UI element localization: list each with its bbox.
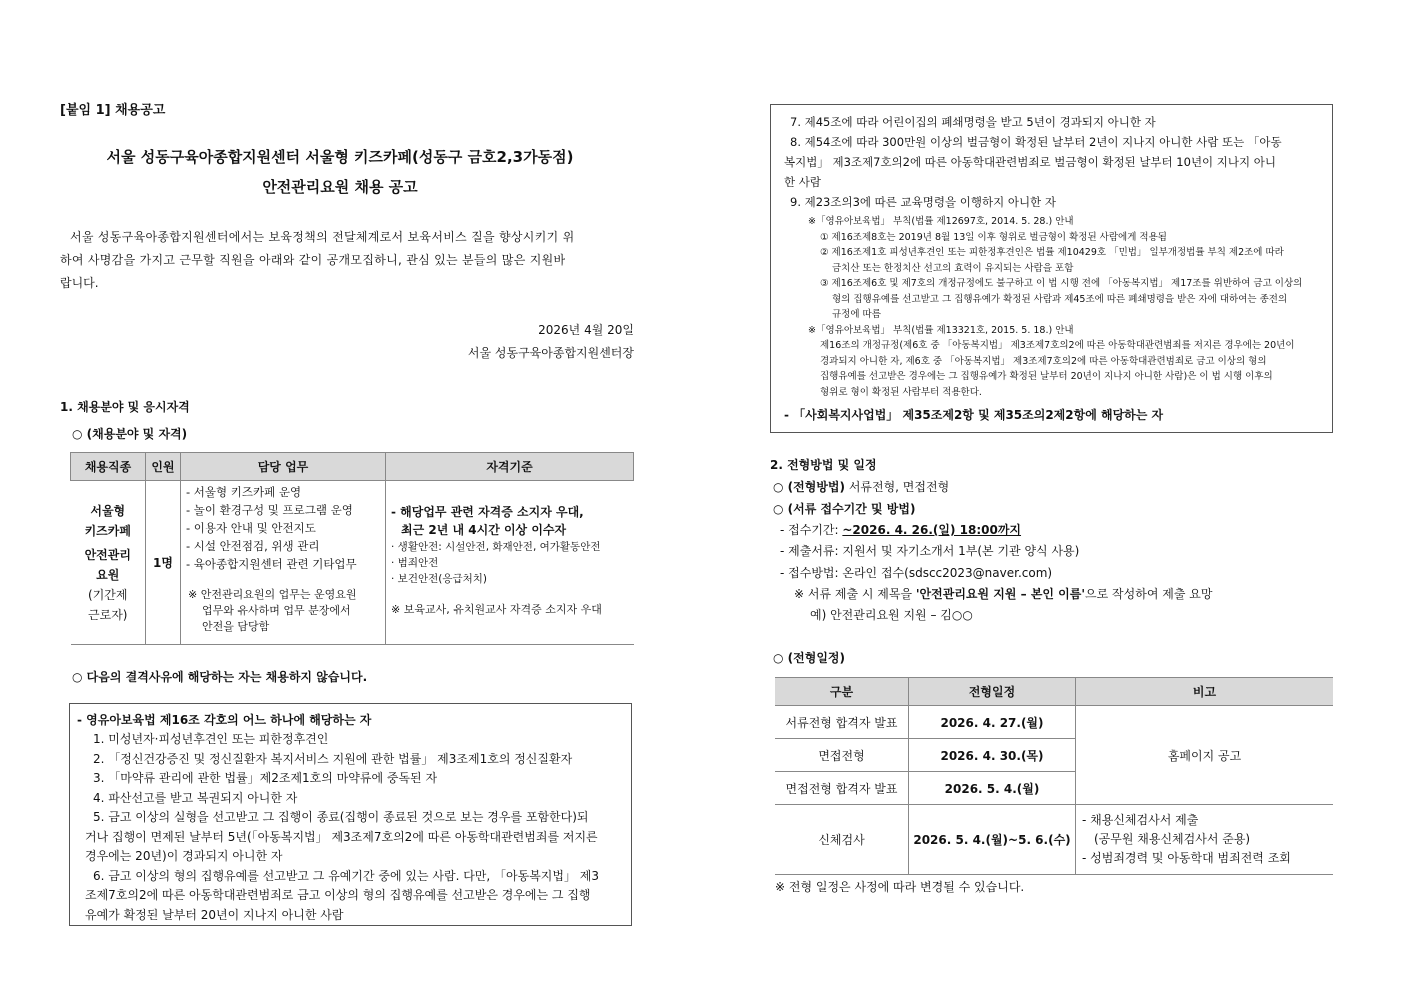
method-label: ○ (전형방법) (773, 480, 845, 494)
table-header: 인원 (146, 453, 181, 481)
note-post: 으로 작성하여 제출 요망 (1085, 587, 1213, 601)
disqualification-box-cont (770, 104, 1333, 433)
box-line: 9. 제23조의3에 따른 교육명령을 이행하지 아니한 자 (790, 195, 1056, 209)
notice-org: 서울 성동구육아종합지원센터장 (467, 346, 634, 360)
remark-line: - 채용신체검사서 제출 (1082, 813, 1199, 827)
qual-note: ※ 보육교사, 유치원교사 자격증 소지자 우대 (391, 603, 602, 616)
disq-line: 조제7호의2에 따른 아동학대관련범죄로 금고 이상의 형의 집행유예를 선고받은 경우에는 그 집행 (85, 888, 591, 902)
method-value: 서류전형, 면접전형 (845, 480, 950, 494)
section-2-heading: 2. 전형방법 및 일정 (770, 458, 877, 472)
attachment-label: [붙임 1] 채용공고 (60, 103, 166, 118)
how-line: - 접수방법: 온라인 접수(sdscc2023@naver.com) (780, 566, 1053, 580)
section-1-sub: ○ (채용분야 및 자격) (72, 427, 188, 441)
title-line-2: 안전관리요원 채용 공고 (262, 178, 418, 196)
count-cell: 1명 (146, 481, 181, 645)
note-pre: ※ 서류 제출 시 제목을 (794, 587, 916, 601)
duty-note-line: 업무와 유사하며 업무 분장에서 (202, 604, 351, 617)
table-row (775, 706, 1333, 739)
duty-note-line: 안전을 담당함 (202, 620, 270, 633)
sched-name: 신체검사 (775, 805, 909, 875)
duty-item: - 서울형 키즈카페 운영 (186, 485, 302, 499)
disq-head: - 영유아보육법 제16조 각호의 어느 하나에 해당하는 자 (77, 713, 372, 727)
disq-line: 1. 미성년자·피성년후견인 또는 피한정후견인 (93, 732, 329, 746)
sched-header: 전형일정 (909, 678, 1076, 706)
box-last-line: - 「사회복지사업법」 제35조제2항 및 제35조의2제2항에 해당하는 자 (784, 408, 1164, 422)
intro-line-3: 랍니다. (60, 276, 99, 290)
job-line: 키즈카페 (84, 523, 131, 538)
disqualification-heading: ○ 다음의 결격사유에 해당하는 자는 채용하지 않습니다. (72, 670, 368, 684)
qual-bold: - 해당업무 관련 자격증 소지자 우대, (391, 505, 584, 519)
intro-line-2: 하여 사명감을 가지고 근무할 직원을 아래와 같이 공개모집하니, 관심 있는 분들의 많은 지원바 (60, 253, 566, 267)
recruit-table (70, 452, 634, 645)
small-line: 제16조의 개정규정(제6호 중 「아동복지법」 제3조제7호의2에 따른 아동학대관련범죄를 저지른 경우에는 20년이 (820, 340, 1295, 351)
duties-cell (181, 481, 386, 645)
method-line (773, 478, 949, 495)
section-1-heading: 1. 채용분야 및 응시자격 (60, 400, 190, 414)
intro-line-1: 서울 성동구육아종합지원센터에서는 보육정책의 전달체계로서 보육서비스 질을 향상시키기 위 (70, 230, 575, 244)
job-line: 근로자) (88, 607, 128, 622)
small-line: 경과되지 아니한 자, 제6호 중 「아동복지법」 제3조제7호의2에 따른 아동학대관련범죄로 금고 이상의 형의 (820, 355, 1267, 367)
job-line: (기간제 (88, 587, 128, 602)
table-header: 자격기준 (386, 453, 634, 481)
notice-date: 2026년 4월 20일 (538, 323, 634, 337)
schedule-table (775, 677, 1333, 875)
box-line: 복지법」 제3조제7호의2에 따른 아동학대관련범죄로 벌금형이 확정된 날부터 10년이 지나지 아니 (784, 155, 1277, 169)
note-bold: '안전관리요원 지원 – 본인 이름' (915, 587, 1086, 601)
disq-line: 5. 금고 이상의 실형을 선고받고 그 집행이 종료(집행이 종료된 것으로 보는 경우를 포함한다)되 (93, 810, 589, 824)
disq-list (77, 730, 631, 925)
duty-item: - 이용자 안내 및 안전지도 (186, 521, 316, 535)
job-line: 요원 (96, 567, 120, 582)
small-line: ③ 제16조제6호 및 제7호의 개정규정에도 불구하고 이 법 시행 전에 「아동복지법」 제17조를 위반하여 금고 이상의 (820, 278, 1303, 289)
sched-date: 2026. 5. 4.(월) (909, 772, 1076, 805)
disq-line: 6. 금고 이상의 형의 집행유예를 선고받고 그 유예기간 중에 있는 사람. 다만, 「아동복지법」 제3 (93, 868, 600, 883)
remark-exam (1076, 805, 1334, 875)
sched-header: 구분 (775, 678, 909, 706)
box-small-notes (784, 214, 1332, 400)
disq-line: 유예가 확정된 날부터 20년이 지나지 아니한 사람 (85, 907, 344, 922)
apply-label: ○ (서류 접수기간 및 방법) (773, 502, 916, 516)
qual-item: · 생활안전: 시설안전, 화재안전, 여가활동안전 (391, 541, 601, 553)
job-title-cell (71, 481, 146, 645)
sched-name: 면접전형 합격자 발표 (775, 772, 909, 805)
box-line: 8. 제54조에 따라 300만원 이상의 벌금형이 확정된 날부터 2년이 지나지 아니한 사람 또는 「아동 (790, 135, 1282, 149)
period-line (780, 521, 1021, 538)
box-line: 한 사람 (784, 175, 821, 189)
sched-name: 서류전형 합격자 발표 (775, 706, 909, 739)
small-line: 규정에 따름 (832, 309, 881, 320)
small-line: 집행유예를 선고받은 경우에는 그 집행유예가 확정된 날부터 20년이 지나지 아니한 사람)은 이 법 시행 이후의 (820, 371, 1273, 382)
small-line: 형위로 형이 확정된 사람부터 적용한다. (820, 386, 982, 398)
duty-note (186, 587, 385, 635)
job-line: 안전관리 (84, 547, 131, 562)
qual-item: · 보건안전(응급처치) (391, 573, 488, 585)
sched-date: 2026. 4. 27.(월) (909, 706, 1076, 739)
period-value: ~2026. 4. 26.(일) 18:00까지 (842, 523, 1022, 537)
small-line: ※「영유아보육법」 부칙(법률 제13321호, 2015. 5. 18.) 안내 (808, 324, 1074, 336)
small-line: 형의 집행유예를 선고받고 그 집행유예가 확정된 사람과 제45조에 따른 폐쇄명령을 받은 자에 대하여는 종전의 (832, 293, 1288, 305)
small-line: ※「영유아보육법」 부칙(법률 제12697호, 2014. 5. 28.) 안내 (808, 216, 1074, 227)
duty-item: - 놀이 환경구성 및 프로그램 운영 (186, 503, 353, 517)
duty-item: - 시설 안전점검, 위생 관리 (186, 539, 320, 553)
duty-item: - 육아종합지원센터 관련 기타업무 (186, 557, 357, 571)
table-row (775, 805, 1333, 875)
period-label: - 접수기간: (780, 523, 843, 537)
note-line (794, 585, 1212, 602)
small-line: ② 제16조제1호 피성년후견인 또는 피한정후견인은 법률 제10429호 「민법」 일부개정법률 부칙 제2조에 따라 (820, 247, 1284, 258)
disqualification-box (69, 703, 632, 926)
remark-line: - 성범죄경력 및 아동학대 범죄전력 조회 (1082, 851, 1291, 865)
small-line: 금치산 또는 한정치산 선고의 효력이 유지되는 사람을 포함 (832, 262, 1074, 274)
sched-date: 2026. 4. 30.(목) (909, 739, 1076, 772)
box-list (784, 112, 1332, 212)
disq-line: 2. 「정신건강증진 및 정신질환자 복지서비스 지원에 관한 법률」 제3조제1호의 정신질환자 (93, 751, 573, 766)
box-line: 7. 제45조에 따라 어린이집의 폐쇄명령을 받고 5년이 경과되지 아니한 자 (790, 115, 1156, 129)
small-line: ① 제16조제8호는 2019년 8월 13일 이후 형위로 벌금형이 확정된 사람에게 적용됨 (820, 231, 1167, 243)
table-header: 담당 업무 (181, 453, 386, 481)
job-line: 서울형 (90, 503, 126, 518)
schedule-footnote: ※ 전형 일정은 사정에 따라 변경될 수 있습니다. (775, 880, 1025, 894)
sched-date: 2026. 5. 4.(월)~5. 6.(수) (909, 805, 1076, 875)
qual-bold: 최근 2년 내 4시간 이상 이수자 (401, 523, 567, 537)
disq-line: 3. 「마약류 관리에 관한 법률」제2조제1호의 마약류에 중독된 자 (93, 771, 438, 785)
table-header: 채용직종 (71, 453, 146, 481)
disq-line: 경우에는 20년)이 경과되지 아니한 자 (85, 849, 283, 863)
sched-header: 비고 (1076, 678, 1334, 706)
sched-name: 면접전형 (775, 739, 909, 772)
disq-line: 4. 파산선고를 받고 복권되지 아니한 자 (93, 790, 298, 805)
remark-line: (공무원 채용신체검사서 준용) (1094, 832, 1251, 846)
remark-homepage: 홈페이지 공고 (1076, 706, 1334, 805)
title-line-1: 서울 성동구육아종합지원센터 서울형 키즈카페(성동구 금호2,3가동점) (106, 148, 574, 166)
qualification-cell (386, 481, 634, 645)
disq-line: 거나 집행이 면제된 날부터 5년(「아동복지법」 제3조제7호의2에 따른 아동학대관련범죄를 저지른 (85, 829, 598, 844)
docs-line: - 제출서류: 지원서 및 자기소개서 1부(본 기관 양식 사용) (780, 544, 1080, 558)
qual-item: · 범죄안전 (391, 557, 439, 569)
example-line: 예) 안전관리요원 지원 – 김○○ (810, 608, 973, 622)
duty-note-line: ※ 안전관리요원의 업무는 운영요원 (188, 588, 357, 601)
schedule-label: ○ (전형일정) (773, 651, 845, 665)
